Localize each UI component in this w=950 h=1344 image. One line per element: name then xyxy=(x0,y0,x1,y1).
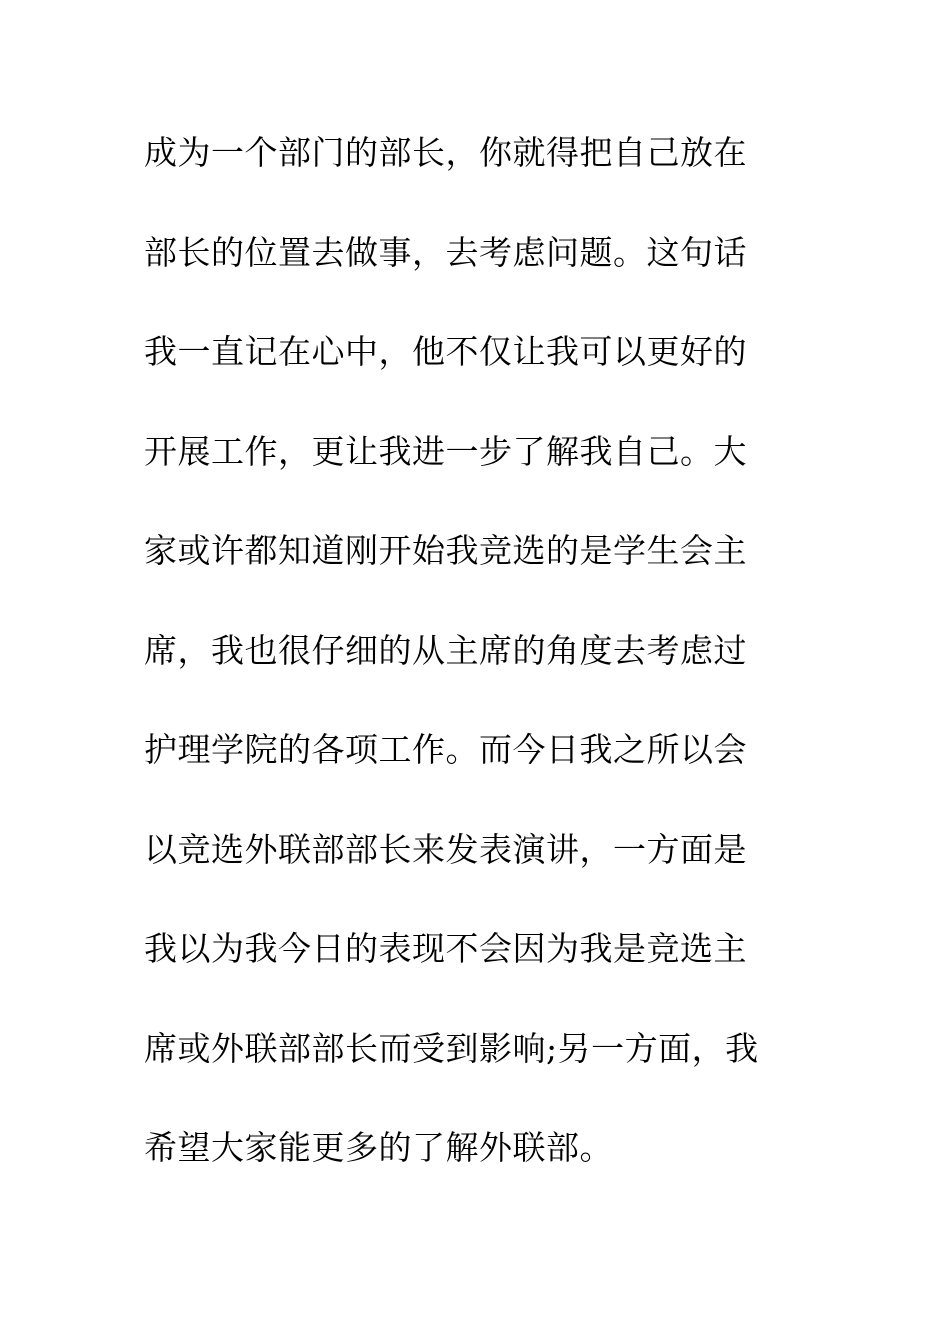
text-line-7: 护理学院的各项工作。而今日我之所以会 xyxy=(144,730,747,769)
text-line-8: 以竞选外联部部长来发表演讲，一方面是 xyxy=(144,829,747,869)
text-line-10: 席或外联部部长而受到影响;另一方面，我 xyxy=(144,1028,759,1068)
text-line-4: 开展工作，更让我进一步了解我自己。大 xyxy=(144,431,747,471)
text-line-11: 希望大家能更多的了解外联部。 xyxy=(144,1128,613,1167)
text-line-1: 成为一个部门的部长，你就得把自己放在 xyxy=(144,133,747,172)
text-line-6: 席，我也很仔细的从主席的角度去考虑过 xyxy=(144,630,747,670)
text-line-9: 我以为我今日的表现不会因为我是竞选主 xyxy=(144,929,747,968)
text-line-2: 部长的位置去做事，去考虑问题。这句话 xyxy=(144,232,747,272)
text-line-3: 我一直记在心中，他不仅让我可以更好的 xyxy=(144,332,747,371)
text-line-5: 家或许都知道刚开始我竞选的是学生会主 xyxy=(144,531,747,570)
body-text xyxy=(144,125,824,1220)
